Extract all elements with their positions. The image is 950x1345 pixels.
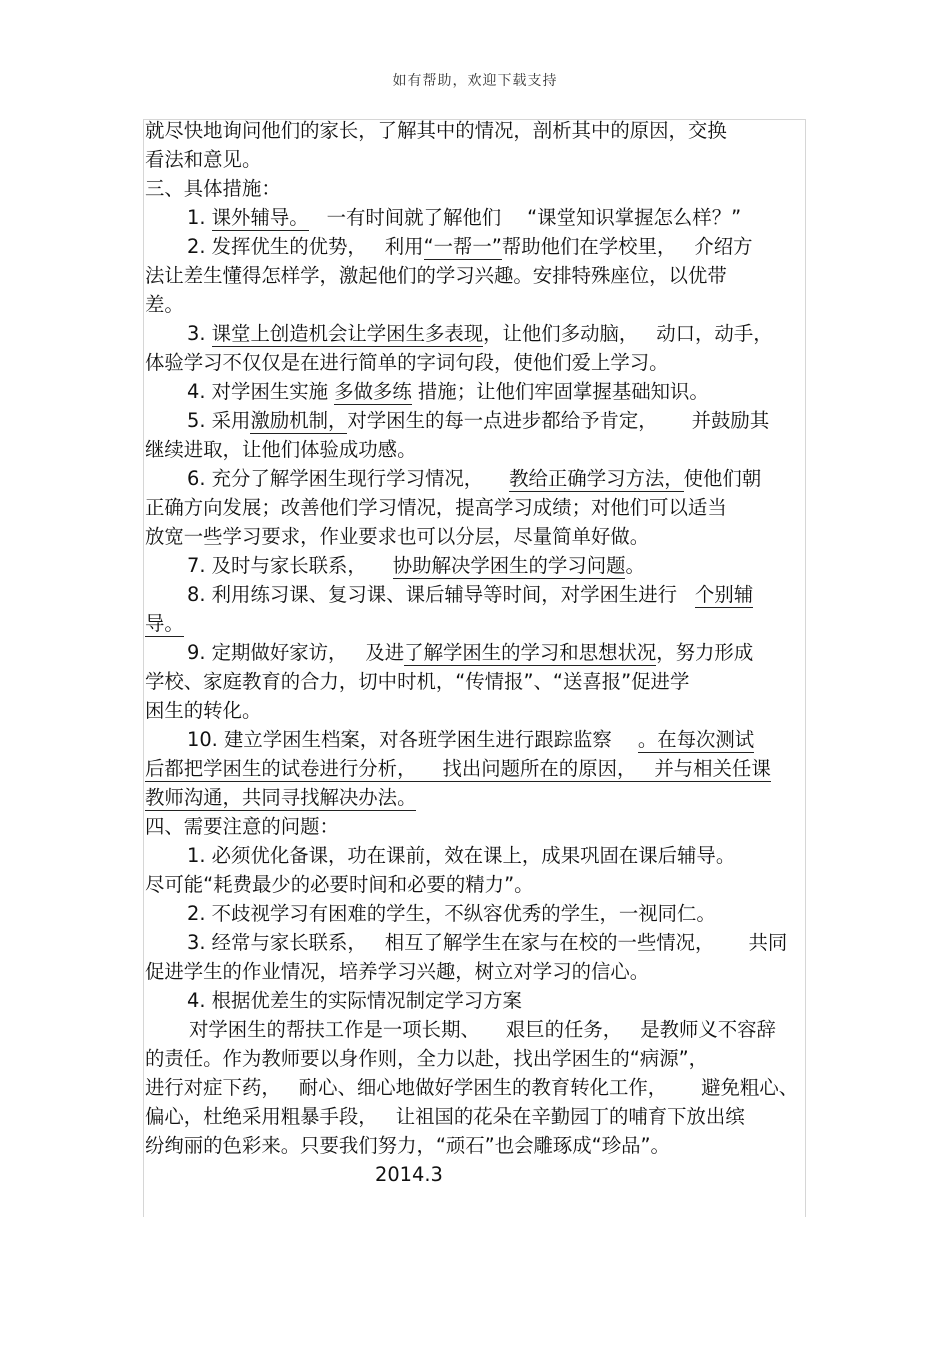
text-line: 尽可能“耗费最少的必要时间和必要的精力”。 <box>145 873 534 896</box>
measure-10: 10. 建立学困生档案，对各班学困生进行跟踪监察 。在每次测试 <box>187 728 755 751</box>
note-1: 1. 必须优化备课，功在课前，效在课上，成果巩固在课后辅导。 <box>187 844 736 867</box>
measure-9: 9. 定期做好家访， 及进了解学困生的学习和思想状况，努力形成 <box>187 641 754 664</box>
measure-6: 6. 充分了解学困生现行学习情况， 教给正确学习方法，使他们朝 <box>187 467 762 490</box>
text-line: 导。 <box>145 612 184 635</box>
measure-8: 8. 利用练习课、复习课、课后辅导等时间，对学困生进行 个别辅 <box>187 583 754 606</box>
text-line: 困生的转化。 <box>145 699 262 722</box>
closing-paragraph: 对学困生的帮扶工作是一项长期、 艰巨的任务， 是教师义不容辞 <box>189 1018 776 1041</box>
section-heading: 四、需要注意的问题： <box>145 815 339 838</box>
text-line: 的责任。作为教师要以身作则，全力以赴，找出学困生的“病源”， <box>145 1047 709 1070</box>
measure-3: 3. 课堂上创造机会让学困生多表现，让他们多动脑， 动口，动手， <box>187 322 773 345</box>
page-header: 如有帮助，欢迎下载支持 <box>392 73 558 89</box>
text-line: 差。 <box>145 293 184 316</box>
text-line: 纷绚丽的色彩来。只要我们努力，“顽石”也会雕琢成“珍品”。 <box>145 1134 670 1157</box>
text-line: 就尽快地询问他们的家长，了解其中的情况，剖析其中的原因，交换 <box>145 119 727 142</box>
text-line: 后都把学困生的试卷进行分析， 找出问题所在的原因， 并与相关任课 <box>145 757 771 780</box>
text-line: 放宽一些学习要求，作业要求也可以分层，尽量简单好做。 <box>145 525 650 548</box>
text-line: 正确方向发展；改善他们学习情况，提高学习成绩；对他们可以适当 <box>145 496 727 519</box>
note-3: 3. 经常与家长联系， 相互了解学生在家与在校的一些情况， 共同 <box>187 931 788 954</box>
text-line: 进行对症下药， 耐心、细心地做好学困生的教育转化工作， 避免粗心、 <box>145 1076 799 1099</box>
measure-7: 7. 及时与家长联系， 协助解决学困生的学习问题。 <box>187 554 645 577</box>
text-line: 教师沟通，共同寻找解决办法。 <box>145 786 417 809</box>
measure-1: 1. 课外辅导。 一有时间就了解他们 “课堂知识掌握怎么样？” <box>187 206 742 229</box>
document-body <box>145 116 805 1189</box>
note-2: 2. 不歧视学习有困难的学生，不纵容优秀的学生，一视同仁。 <box>187 902 716 925</box>
text-line: 体验学习不仅仅是在进行简单的字词句段，使他们爱上学习。 <box>145 351 669 374</box>
document-date: 2014.3 <box>375 1163 443 1186</box>
measure-4: 4. 对学困生实施 多做多练 措施；让他们牢固掌握基础知识。 <box>187 380 709 403</box>
measure-2: 2. 发挥优生的优势， 利用“一帮一”帮助他们在学校里， 介绍方 <box>187 235 753 258</box>
text-line: 偏心，杜绝采用粗暴手段， 让祖国的花朵在辛勤园丁的哺育下放出缤 <box>145 1105 745 1128</box>
measure-5: 5. 采用激励机制，对学困生的每一点进步都给予肯定， 并鼓励其 <box>187 409 770 432</box>
text-line: 继续进取，让他们体验成功感。 <box>145 438 417 461</box>
section-heading: 三、具体措施： <box>145 177 281 200</box>
note-4: 4. 根据优差生的实际情况制定学习方案 <box>187 989 522 1012</box>
text-line: 看法和意见。 <box>145 148 262 171</box>
text-line: 学校、家庭教育的合力，切中时机，“传情报”、“送喜报”促进学 <box>145 670 690 693</box>
text-line: 法让差生懂得怎样学，激起他们的学习兴趣。安排特殊座位，以优带 <box>145 264 727 287</box>
text-line: 促进学生的作业情况，培养学习兴趣，树立对学习的信心。 <box>145 960 650 983</box>
